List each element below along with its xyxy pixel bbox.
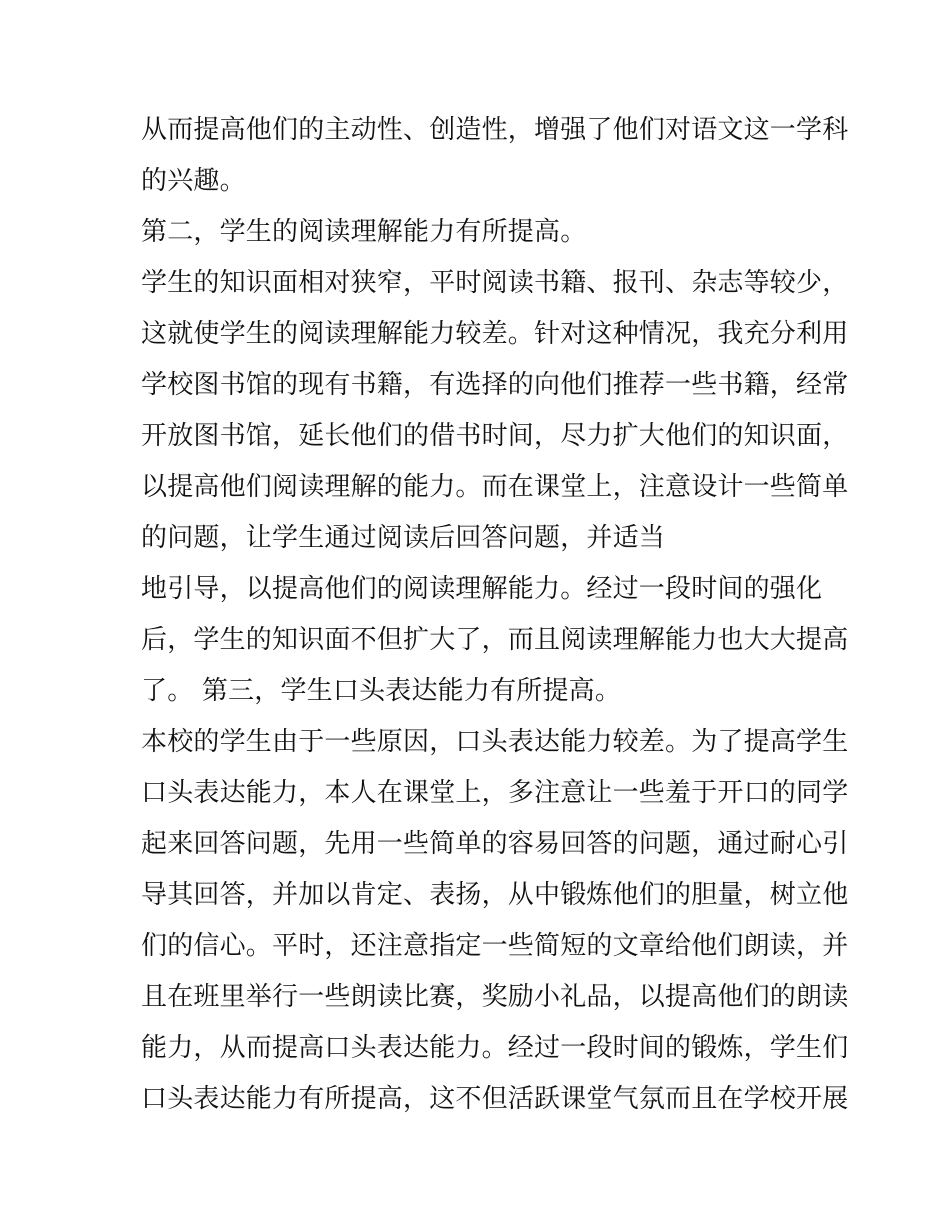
text-line: 口头表达能力，本人在课堂上，多注意让一些羞于开口的同学: [141, 778, 849, 808]
text-line: 起来回答问题，先用一些简单的容易回答的问题，通过耐心引: [141, 829, 849, 859]
text-line: 口头表达能力有所提高，这不但活跃课堂气氛而且在学校开展: [141, 1084, 849, 1114]
text-line: 导其回答，并加以肯定、表扬，从中锻炼他们的胆量，树立他: [141, 880, 849, 910]
text-line: 们的信心。平时，还注意指定一些简短的文章给他们朗读，并: [141, 931, 849, 961]
text-line: 的问题，让学生通过阅读后回答问题，并适当: [141, 523, 666, 553]
section-heading-line: 了。 第三，学生口头表达能力有所提高。: [141, 676, 622, 706]
text-line: 本校的学生由于一些原因，口头表达能力较差。为了提高学生: [141, 727, 849, 757]
text-line: 且在班里举行一些朗读比赛，奖励小礼品，以提高他们的朗读: [141, 982, 849, 1012]
text-line: 的兴趣。: [141, 166, 246, 196]
text-line: 以提高他们阅读理解的能力。而在课堂上，注意设计一些简单: [141, 472, 849, 502]
text-line: 开放图书馆，延长他们的借书时间，尽力扩大他们的知识面，: [141, 421, 849, 451]
text-line: 从而提高他们的主动性、创造性，增强了他们对语文这一学科: [141, 115, 849, 145]
section-heading-line: 第二，学生的阅读理解能力有所提高。: [141, 217, 587, 247]
text-line: 地引导，以提高他们的阅读理解能力。经过一段时间的强化: [141, 574, 823, 604]
text-line: 这就使学生的阅读理解能力较差。针对这种情况，我充分利用: [141, 319, 849, 349]
text-line: 学生的知识面相对狭窄，平时阅读书籍、报刊、杂志等较少，: [141, 268, 849, 298]
text-line: 学校图书馆的现有书籍，有选择的向他们推荐一些书籍，经常: [141, 370, 849, 400]
text-line: 后，学生的知识面不但扩大了，而且阅读理解能力也大大提高: [141, 625, 849, 655]
text-line: 能力，从而提高口头表达能力。经过一段时间的锻炼，学生们: [141, 1033, 849, 1063]
